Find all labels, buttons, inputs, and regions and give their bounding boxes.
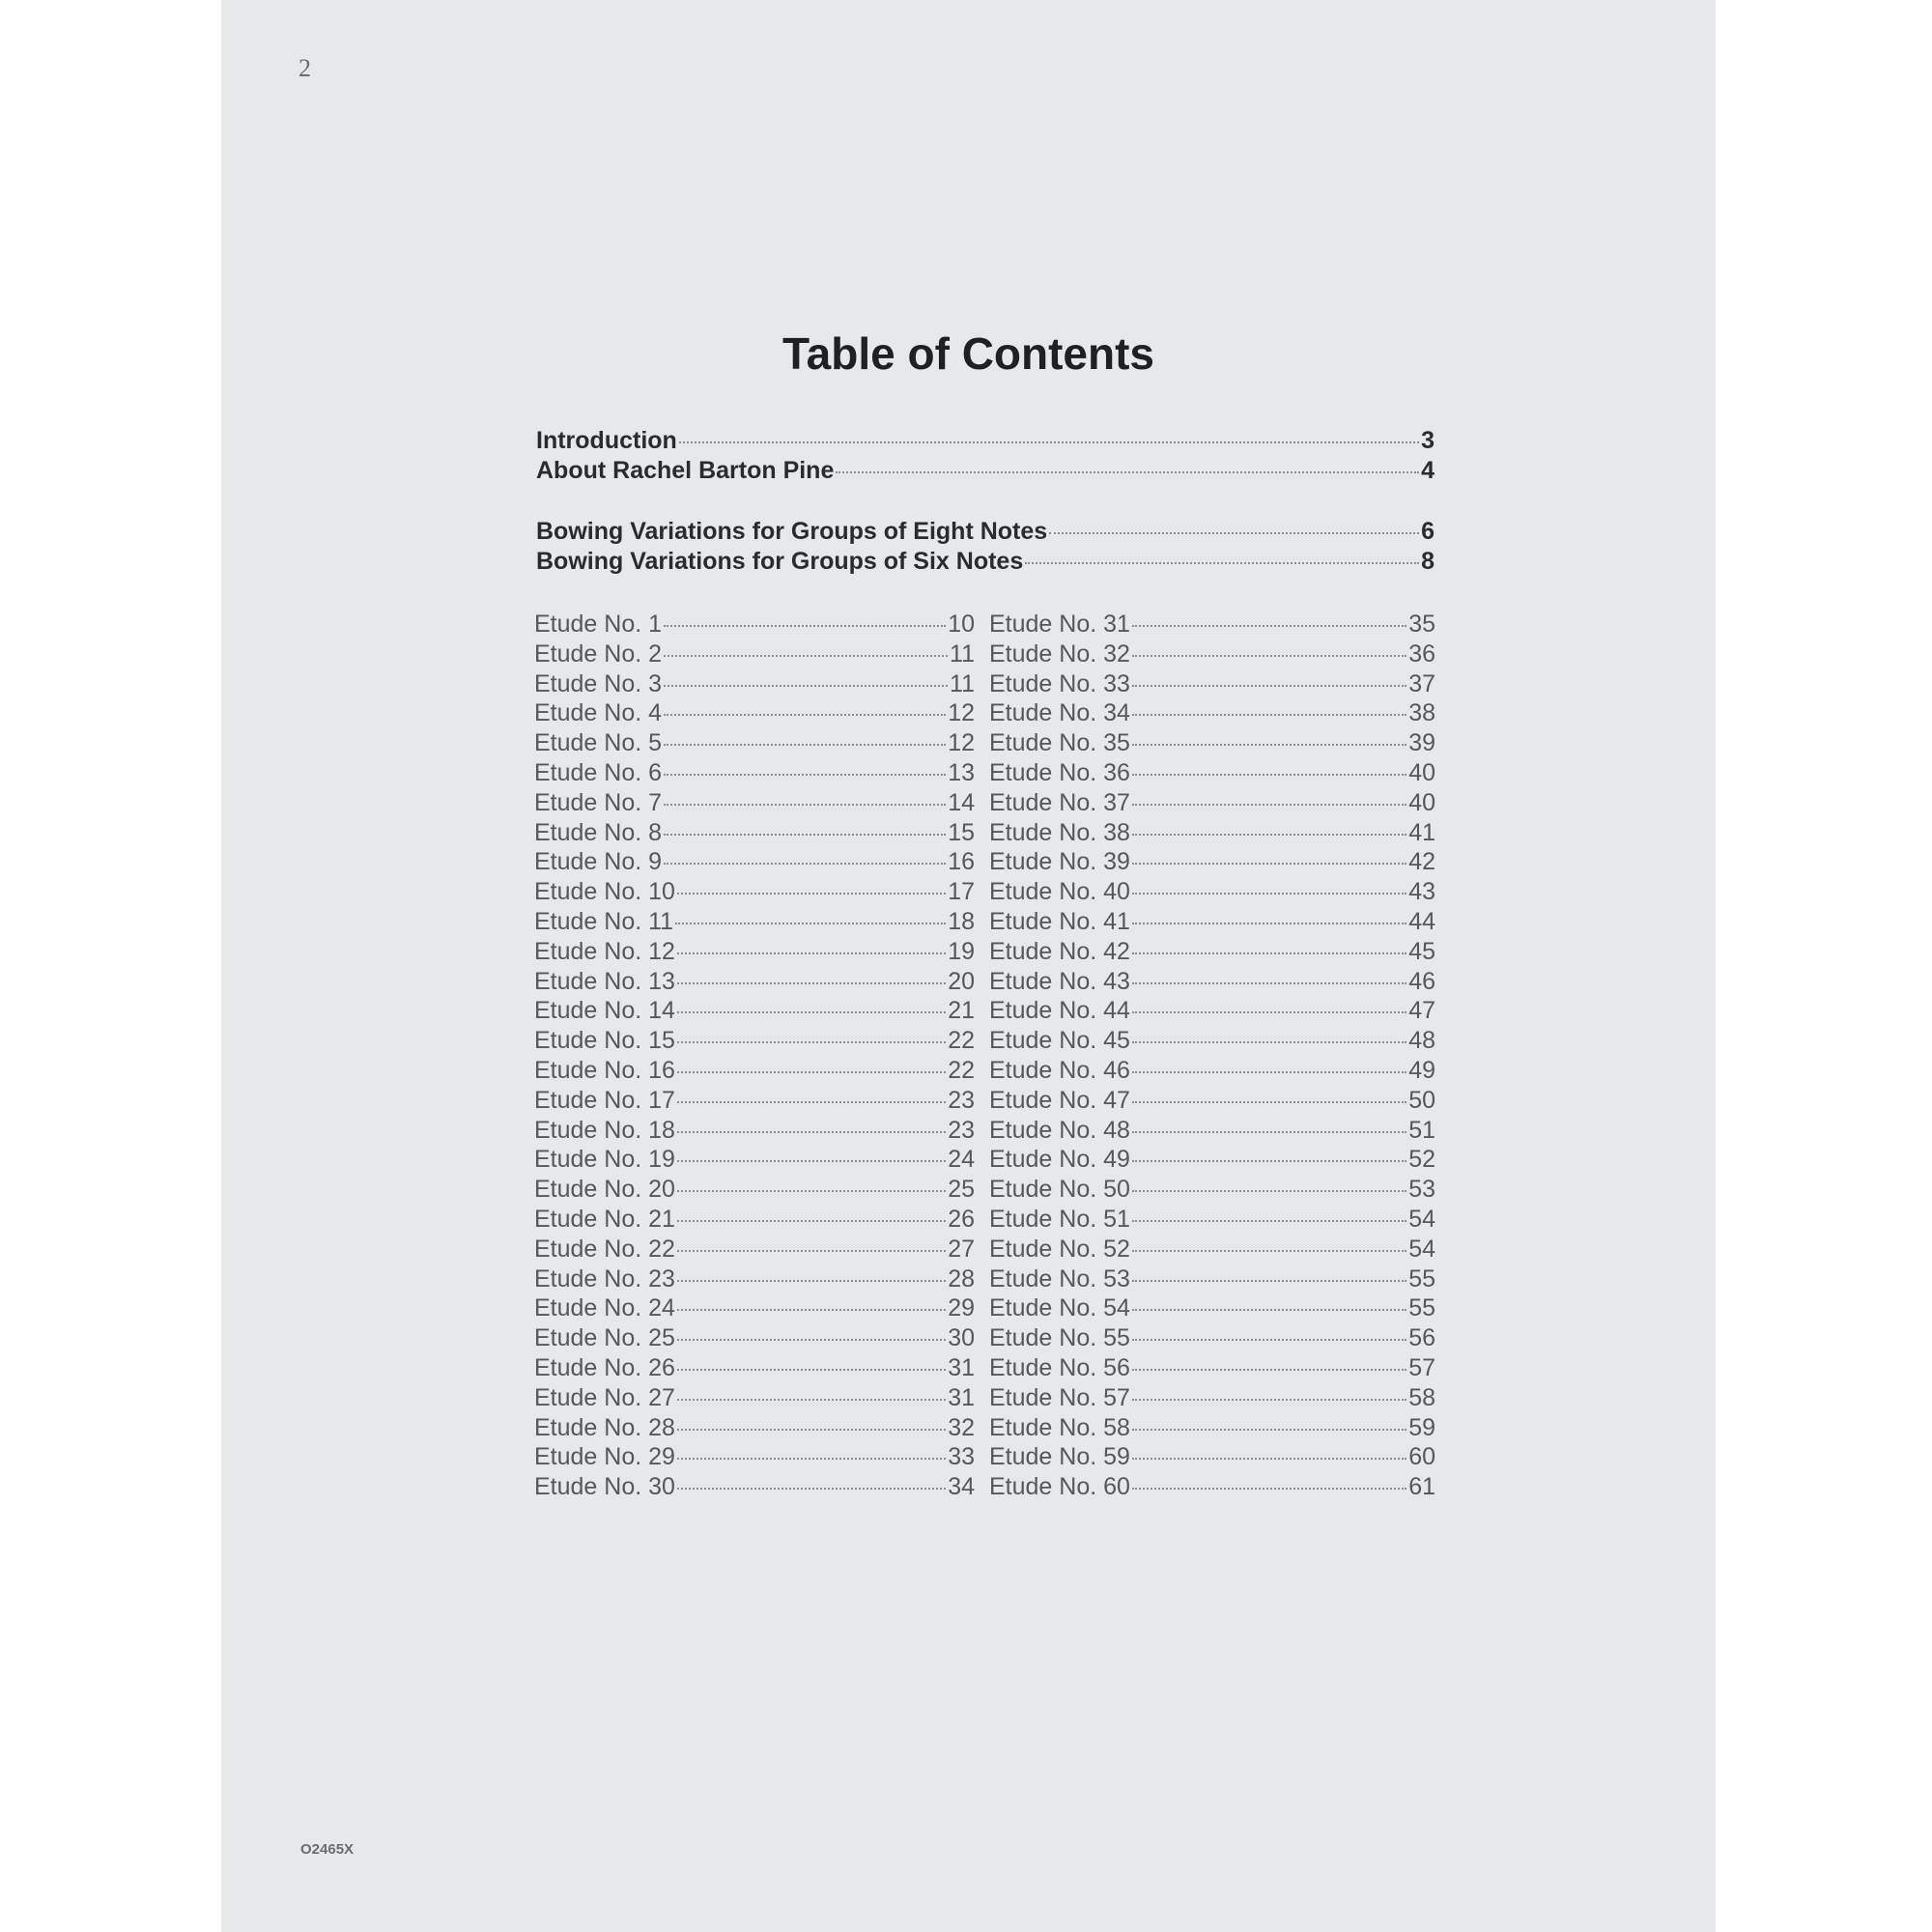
dot-leader (1132, 923, 1406, 924)
toc-entry (989, 669, 1435, 699)
toc-entry (989, 1235, 1435, 1264)
toc-entry (989, 996, 1435, 1026)
toc-entry-label: Etude No. 4 (534, 699, 663, 727)
dot-leader (677, 1041, 946, 1043)
dot-leader (1132, 774, 1406, 776)
toc-entry (989, 907, 1435, 937)
toc-entry (989, 937, 1435, 967)
toc-entry (534, 1323, 975, 1353)
dot-leader (664, 774, 946, 776)
toc-entry-page: 36 (1408, 639, 1435, 668)
toc-entry-label: Etude No. 54 (989, 1294, 1130, 1322)
toc-entry-label: Etude No. 51 (989, 1205, 1130, 1233)
toc-entry-label: Etude No. 38 (989, 818, 1130, 846)
toc-entry (536, 456, 1435, 486)
dot-leader (679, 441, 1419, 443)
toc-entry-page: 11 (950, 639, 975, 668)
toc-entry-page: 20 (948, 967, 975, 995)
toc-entry (536, 426, 1435, 456)
toc-entry-page: 57 (1408, 1353, 1435, 1381)
toc-entry (989, 877, 1435, 907)
toc-entry-page: 27 (948, 1235, 975, 1263)
toc-entry-page: 61 (1408, 1473, 1435, 1501)
toc-entry-label: Etude No. 25 (534, 1324, 675, 1352)
toc-entry-page: 39 (1408, 729, 1435, 757)
toc-entry (989, 1293, 1435, 1323)
toc-entry-page: 23 (948, 1116, 975, 1144)
toc-entry-label: Etude No. 37 (989, 788, 1130, 816)
dot-leader (677, 1220, 946, 1222)
toc-entry-page: 22 (948, 1027, 975, 1055)
toc-entry-label: Etude No. 56 (989, 1353, 1130, 1381)
toc-entry-label: Etude No. 60 (989, 1473, 1130, 1501)
toc-entry (534, 669, 975, 699)
toc-entry-page: 25 (948, 1176, 975, 1204)
toc-entry-page: 8 (1421, 548, 1435, 575)
page-number: 2 (298, 54, 311, 82)
toc-entry-page: 60 (1408, 1443, 1435, 1471)
toc-entry (534, 1264, 975, 1294)
bowing-variations-list (536, 517, 1435, 577)
toc-entry-page: 4 (1421, 457, 1435, 484)
toc-entry-label: Etude No. 46 (989, 1056, 1130, 1084)
toc-entry-page: 40 (1408, 788, 1435, 816)
dot-leader (664, 744, 946, 746)
toc-entry (989, 1383, 1435, 1413)
dot-leader (1132, 1131, 1406, 1133)
toc-entry-label: Etude No. 3 (534, 669, 663, 697)
toc-entry-page: 52 (1408, 1146, 1435, 1174)
toc-entry-label: Etude No. 47 (989, 1086, 1130, 1114)
dot-leader (1132, 1160, 1406, 1162)
toc-entry (534, 1026, 975, 1056)
dot-leader (677, 982, 946, 984)
toc-entry-page: 46 (1408, 967, 1435, 995)
toc-entry (989, 1145, 1435, 1175)
toc-entry-page: 37 (1408, 669, 1435, 697)
toc-entry (534, 1205, 975, 1235)
toc-entry-label: Etude No. 19 (534, 1146, 675, 1174)
toc-entry-page: 45 (1408, 937, 1435, 965)
dot-leader (1132, 893, 1406, 895)
dot-leader (677, 1101, 946, 1103)
dot-leader (677, 952, 946, 954)
toc-entry-page: 53 (1408, 1176, 1435, 1204)
catalog-code: O2465X (300, 1841, 355, 1858)
toc-entry-label: Etude No. 8 (534, 818, 663, 846)
toc-entry-page: 30 (948, 1324, 975, 1352)
toc-entry-label: Etude No. 53 (989, 1264, 1130, 1293)
toc-entry-label: Etude No. 33 (989, 669, 1130, 697)
toc-entry (989, 1205, 1435, 1235)
toc-entry-label: Etude No. 58 (989, 1413, 1130, 1441)
toc-entry-page: 35 (1408, 611, 1435, 638)
toc-entry (534, 788, 975, 818)
toc-entry (534, 639, 975, 669)
dot-leader (677, 1429, 946, 1431)
toc-entry-label: Bowing Variations for Groups of Six Notes (536, 548, 1024, 575)
toc-entry-label: Etude No. 7 (534, 788, 663, 816)
toc-entry (989, 1323, 1435, 1353)
dot-leader (664, 655, 948, 657)
dot-leader (677, 1369, 946, 1371)
toc-entry (534, 728, 975, 758)
toc-entry-page: 48 (1408, 1027, 1435, 1055)
dot-leader (664, 834, 946, 836)
toc-entry-page: 3 (1421, 427, 1435, 454)
dot-leader (1132, 982, 1406, 984)
toc-entry (534, 1175, 975, 1205)
toc-entry (534, 1383, 975, 1413)
toc-entry (534, 1116, 975, 1146)
toc-entry (989, 1116, 1435, 1146)
toc-entry (536, 517, 1435, 547)
toc-entry (534, 1353, 975, 1383)
dot-leader (677, 1339, 946, 1341)
dot-leader (677, 1190, 946, 1192)
dot-leader (1132, 1280, 1406, 1282)
page-title: Table of Contents (781, 328, 1155, 379)
toc-entry-label: Etude No. 22 (534, 1235, 675, 1263)
toc-entry-label: Etude No. 27 (534, 1383, 675, 1411)
toc-entry-page: 11 (950, 669, 975, 697)
toc-entry-label: Etude No. 32 (989, 639, 1130, 668)
toc-entry-page: 12 (948, 729, 975, 757)
toc-entry (534, 937, 975, 967)
toc-entry (989, 1264, 1435, 1294)
toc-entry-label: Etude No. 44 (989, 997, 1130, 1025)
dot-leader (677, 1071, 946, 1073)
toc-entry-page: 19 (948, 937, 975, 965)
toc-entry-label: Etude No. 30 (534, 1473, 675, 1501)
toc-entry-label: Etude No. 13 (534, 967, 675, 995)
toc-entry (989, 847, 1435, 877)
toc-entry-label: Etude No. 59 (989, 1443, 1130, 1471)
toc-entry-page: 55 (1408, 1264, 1435, 1293)
toc-entry-page: 33 (948, 1443, 975, 1471)
dot-leader (677, 1488, 946, 1490)
toc-entry-page: 41 (1408, 818, 1435, 846)
toc-entry-label: Etude No. 16 (534, 1056, 675, 1084)
toc-entry-page: 18 (948, 907, 975, 935)
toc-entry-label: Introduction (536, 427, 677, 454)
toc-entry-page: 44 (1408, 907, 1435, 935)
toc-entry (989, 1353, 1435, 1383)
toc-entry (534, 907, 975, 937)
dot-leader (677, 1280, 946, 1282)
toc-entry-label: Etude No. 5 (534, 729, 663, 757)
toc-entry (534, 1442, 975, 1472)
toc-entry (536, 547, 1435, 577)
toc-entry-label: Etude No. 36 (989, 758, 1130, 786)
dot-leader (664, 804, 946, 806)
front-matter-list (536, 426, 1435, 486)
toc-entry-page: 6 (1421, 518, 1435, 545)
dot-leader (1132, 834, 1406, 836)
toc-entry (534, 967, 975, 997)
toc-entry (989, 1442, 1435, 1472)
dot-leader (1025, 562, 1419, 564)
toc-entry (534, 1086, 975, 1116)
dot-leader (1049, 532, 1419, 534)
toc-entry-label: Etude No. 18 (534, 1116, 675, 1144)
toc-entry-page: 42 (1408, 848, 1435, 876)
toc-entry-label: Etude No. 34 (989, 699, 1130, 727)
toc-entry-label: Etude No. 55 (989, 1324, 1130, 1352)
toc-entry-label: Etude No. 9 (534, 848, 663, 876)
toc-entry-label: Etude No. 42 (989, 937, 1130, 965)
toc-entry (989, 698, 1435, 728)
toc-entry (534, 698, 975, 728)
toc-entry (989, 1472, 1435, 1502)
toc-entry (989, 639, 1435, 669)
dot-leader (677, 1458, 946, 1460)
toc-entry-page: 14 (948, 788, 975, 816)
toc-entry-page: 58 (1408, 1383, 1435, 1411)
toc-entry-label: Etude No. 14 (534, 997, 675, 1025)
toc-entry-label: Etude No. 41 (989, 907, 1130, 935)
toc-entry-label: Etude No. 17 (534, 1086, 675, 1114)
dot-leader (1132, 1250, 1406, 1252)
dot-leader (664, 863, 946, 865)
toc-entry (989, 818, 1435, 848)
toc-entry (534, 758, 975, 788)
etude-list-right (989, 610, 1435, 1502)
dot-leader (1132, 1101, 1406, 1103)
dot-leader (1132, 1309, 1406, 1311)
toc-entry-label: Etude No. 21 (534, 1205, 675, 1233)
toc-entry (989, 1026, 1435, 1056)
toc-entry-label: Etude No. 15 (534, 1027, 675, 1055)
dot-leader (664, 685, 948, 687)
dot-leader (1132, 625, 1406, 627)
dot-leader (1132, 1399, 1406, 1401)
toc-entry-page: 50 (1408, 1086, 1435, 1114)
toc-entry (534, 1413, 975, 1443)
toc-entry (534, 1472, 975, 1502)
toc-entry-label: Bowing Variations for Groups of Eight Notes (536, 518, 1048, 545)
toc-entry-page: 31 (948, 1383, 975, 1411)
toc-entry-page: 59 (1408, 1413, 1435, 1441)
dot-leader (677, 1309, 946, 1311)
toc-entry-label: Etude No. 24 (534, 1294, 675, 1322)
toc-entry (989, 1175, 1435, 1205)
dot-leader (1132, 1429, 1406, 1431)
toc-entry (989, 1413, 1435, 1443)
toc-entry-label: Etude No. 40 (989, 878, 1130, 906)
toc-entry-page: 49 (1408, 1056, 1435, 1084)
toc-entry-label: About Rachel Barton Pine (536, 457, 835, 484)
toc-entry-label: Etude No. 43 (989, 967, 1130, 995)
dot-leader (677, 1250, 946, 1252)
toc-entry-page: 29 (948, 1294, 975, 1322)
dot-leader (677, 1399, 946, 1401)
dot-leader (836, 471, 1419, 473)
toc-entry (534, 610, 975, 639)
toc-entry-page: 40 (1408, 758, 1435, 786)
toc-entry-page: 12 (948, 699, 975, 727)
toc-entry-page: 28 (948, 1264, 975, 1293)
dot-leader (677, 1160, 946, 1162)
toc-entry-label: Etude No. 35 (989, 729, 1130, 757)
toc-entry-page: 54 (1408, 1205, 1435, 1233)
toc-entry-page: 21 (948, 997, 975, 1025)
dot-leader (1132, 655, 1406, 657)
toc-entry-label: Etude No. 52 (989, 1235, 1130, 1263)
toc-entry-label: Etude No. 57 (989, 1383, 1130, 1411)
toc-entry-label: Etude No. 45 (989, 1027, 1130, 1055)
toc-entry-label: Etude No. 11 (534, 907, 674, 935)
toc-entry-page: 17 (948, 878, 975, 906)
toc-entry-label: Etude No. 28 (534, 1413, 675, 1441)
toc-entry-label: Etude No. 39 (989, 848, 1130, 876)
toc-entry (534, 996, 975, 1026)
toc-entry (989, 788, 1435, 818)
dot-leader (1132, 1041, 1406, 1043)
dot-leader (1132, 1220, 1406, 1222)
toc-entry (534, 1145, 975, 1175)
toc-entry-label: Etude No. 12 (534, 937, 675, 965)
toc-entry-page: 32 (948, 1413, 975, 1441)
toc-entry (534, 1293, 975, 1323)
dot-leader (1132, 714, 1406, 716)
toc-entry-page: 13 (948, 758, 975, 786)
dot-leader (664, 625, 946, 627)
dot-leader (1132, 1369, 1406, 1371)
toc-entry (989, 1056, 1435, 1086)
toc-entry-page: 16 (948, 848, 975, 876)
toc-entry (534, 877, 975, 907)
toc-entry (534, 818, 975, 848)
toc-entry (989, 610, 1435, 639)
dot-leader (677, 1011, 946, 1013)
toc-entry-page: 38 (1408, 699, 1435, 727)
book-page (221, 0, 1716, 1932)
toc-entry-label: Etude No. 50 (989, 1176, 1130, 1204)
dot-leader (1132, 1339, 1406, 1341)
toc-entry-label: Etude No. 6 (534, 758, 663, 786)
toc-entry (989, 758, 1435, 788)
dot-leader (1132, 744, 1406, 746)
toc-entry (534, 1235, 975, 1264)
dot-leader (664, 714, 946, 716)
toc-entry-label: Etude No. 2 (534, 639, 663, 668)
dot-leader (1132, 863, 1406, 865)
toc-entry-page: 22 (948, 1056, 975, 1084)
dot-leader (1132, 1488, 1406, 1490)
etude-list-left (534, 610, 975, 1502)
toc-entry (989, 1086, 1435, 1116)
toc-entry-label: Etude No. 29 (534, 1443, 675, 1471)
toc-entry (534, 847, 975, 877)
dot-leader (1132, 1071, 1406, 1073)
toc-entry-page: 23 (948, 1086, 975, 1114)
toc-entry-label: Etude No. 48 (989, 1116, 1130, 1144)
toc-entry-page: 10 (948, 611, 975, 638)
toc-entry-label: Etude No. 26 (534, 1353, 675, 1381)
toc-entry-label: Etude No. 10 (534, 878, 675, 906)
toc-entry-label: Etude No. 1 (534, 611, 663, 638)
dot-leader (1132, 804, 1406, 806)
toc-entry-page: 54 (1408, 1235, 1435, 1263)
dot-leader (1132, 952, 1406, 954)
toc-entry-page: 26 (948, 1205, 975, 1233)
toc-entry-page: 47 (1408, 997, 1435, 1025)
dot-leader (1132, 1011, 1406, 1013)
toc-entry (989, 967, 1435, 997)
dot-leader (1132, 1190, 1406, 1192)
toc-entry-page: 51 (1408, 1116, 1435, 1144)
toc-entry (989, 728, 1435, 758)
toc-entry-label: Etude No. 31 (989, 611, 1130, 638)
toc-entry-label: Etude No. 20 (534, 1176, 675, 1204)
toc-entry (534, 1056, 975, 1086)
dot-leader (1132, 1458, 1406, 1460)
dot-leader (1132, 685, 1406, 687)
dot-leader (677, 1131, 946, 1133)
toc-entry-page: 43 (1408, 878, 1435, 906)
toc-entry-page: 56 (1408, 1324, 1435, 1352)
toc-entry-page: 55 (1408, 1294, 1435, 1322)
toc-entry-page: 24 (948, 1146, 975, 1174)
toc-entry-page: 15 (948, 818, 975, 846)
toc-entry-label: Etude No. 23 (534, 1264, 675, 1293)
dot-leader (675, 923, 946, 924)
toc-entry-label: Etude No. 49 (989, 1146, 1130, 1174)
dot-leader (677, 893, 946, 895)
toc-entry-page: 31 (948, 1353, 975, 1381)
toc-entry-page: 34 (948, 1473, 975, 1501)
